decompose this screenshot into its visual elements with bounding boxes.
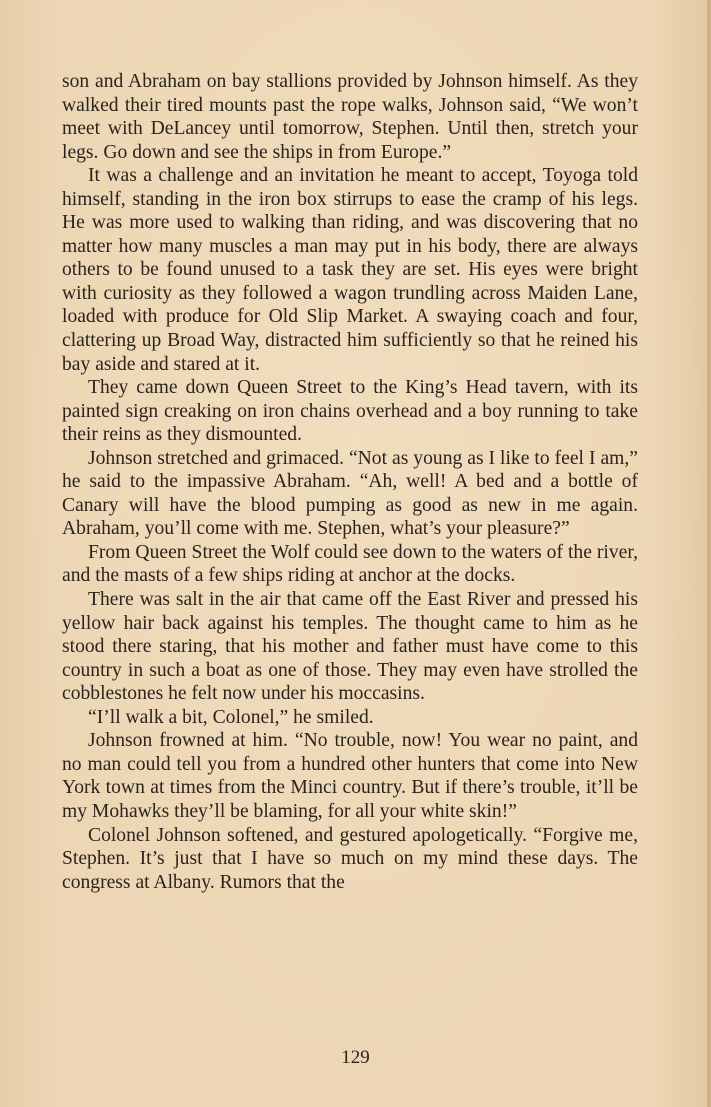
paragraph: Johnson stretched and grimaced. “Not as young as I like to feel I am,” he said to the impassive Abraham. “Ah, well! A bed and a bottle of Canary will have the blood pumping as good as new in me again. Abraham, you’ll come with me. Stephen, what’s your pleasure?”: [62, 447, 638, 540]
paragraph: Colonel Johnson softened, and gestured apologetically. “Forgive me, Stephen. It’s just that I have so much on my mind these days. The congress at Albany. Rumors that the: [62, 824, 638, 893]
paragraph: “I’ll walk a bit, Colonel,” he smiled.: [88, 706, 374, 728]
page-number: 129: [341, 1047, 370, 1068]
paragraph: son and Abraham on bay stallions provided by Johnson himself. As they walked their tired mounts past the rope walks, Johnson said, “We won’t meet with DeLancey until tomorrow, Stephen. Until then, stretch your legs. Go down and see the ships in from Europe.”: [62, 71, 638, 163]
page-edge: [707, 0, 711, 1107]
paragraph: There was salt in the air that came off the East River and pressed his yellow hair back against his temples. The thought came to him as he stood there staring, that his mother and father must have come to this country in such a boat as one of those. They may even have strolled the cobblestones he felt now under his moccasins.: [62, 589, 638, 705]
paragraph: Johnson frowned at him. “No trouble, now! You wear no paint, and no man could tell you from a hundred other hunters that come into New York town at times from the Minci country. But if there’s trouble, it’ll be my Mohawks they’ll be blaming, for all your white skin!”: [62, 730, 638, 822]
paragraph: They came down Queen Street to the King’s Head tavern, with its painted sign creaking on iron chains overhead and a boy running to take their reins as they dismounted.: [62, 377, 638, 446]
body-text: [62, 70, 638, 894]
paragraph: It was a challenge and an invitation he meant to accept, Toyoga told himself, standing in the iron box stirrups to ease the cramp of his legs. He was more used to walking than riding, and was discovering that no matter how many muscles a man may put in his body, there are always others to be found unused to a task they are set. His eyes were bright with curiosity as they followed a wagon trundling across Maiden Lane, loaded with produce for Old Slip Market. A swaying coach and four, clattering up Broad Way, distracted him sufficiently so that he reined his bay aside and stared at it.: [62, 165, 638, 375]
paragraph: From Queen Street the Wolf could see down to the waters of the river, and the masts of a few ships riding at anchor at the docks.: [62, 541, 638, 587]
